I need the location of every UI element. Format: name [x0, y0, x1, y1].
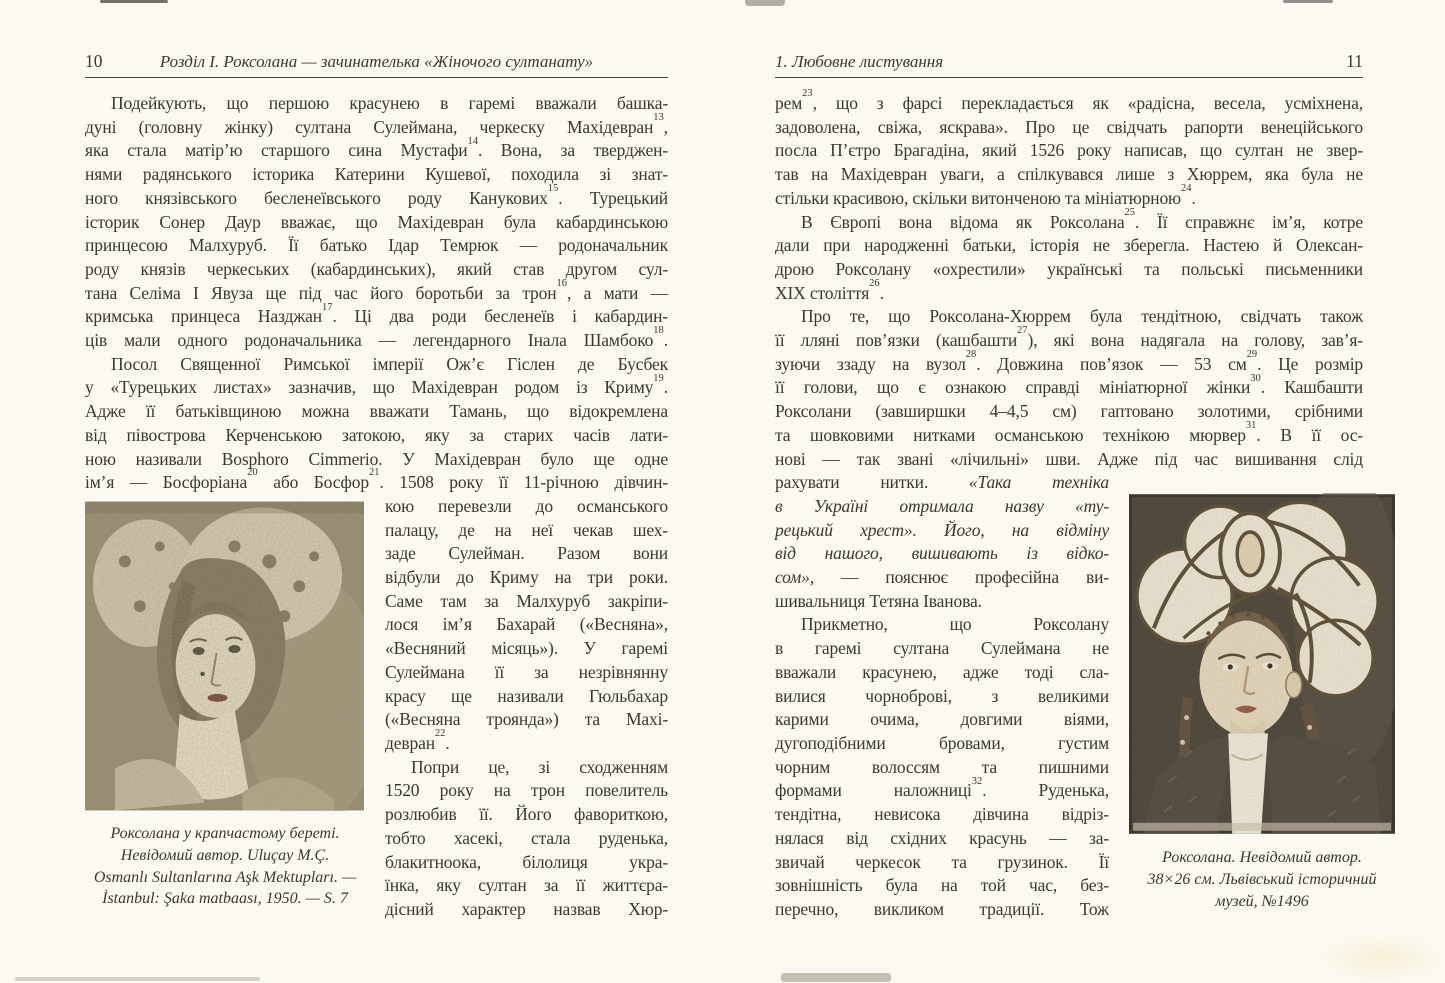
- text-line: музей, №1496: [1215, 892, 1309, 910]
- scan-artifact: [745, 0, 785, 6]
- text-line: нями радянського історика Катерини Кушевої, походила зі знат-: [85, 164, 668, 185]
- text-line: ного князівського бесленеївського роду Канукових$^{15}$. Турецький: [85, 182, 669, 208]
- text-line: Посол Священної Римської імперії Ож’є Гіслен де Бусбек: [111, 353, 668, 374]
- left-two-column-section: [85, 495, 668, 922]
- text-line: тана Селіма І Явуза ще під час його боротьби за трон$^{16}$, а мати —: [85, 277, 668, 303]
- left-body-text: [85, 92, 668, 495]
- text-line: від півострова Керченською затокою, яку за старих часів лати-: [85, 424, 668, 445]
- text-line: стільки красивою, скільки витонченою та мініатюрною$^{24}$.: [775, 182, 1196, 208]
- text-line: заде Сулейман. Разом вони: [385, 543, 668, 564]
- text-line: у «Турецьких листах» зазначив, що Махідевран родом із Криму$^{19}$.: [85, 372, 668, 398]
- text-line: нялася від східних красунь — за-: [775, 827, 1109, 848]
- right-figure: [1129, 493, 1395, 921]
- text-line: сом», — пояснює професійна ви-: [775, 567, 1109, 588]
- text-line: від нашого, вишивають із відко-: [775, 543, 1109, 564]
- text-line: відбули до Криму на три роки.: [385, 567, 668, 588]
- header-rule: [85, 77, 668, 78]
- header-rule: [775, 77, 1363, 78]
- text-line: тендітна, невисока дівчина відріз-: [775, 804, 1109, 825]
- text-line: тав на Махідевран уваги, а спілкувався лише з Хюррем, яка була не: [775, 164, 1363, 185]
- text-line: їнка, яку султан за її життєра-: [385, 875, 668, 896]
- text-line: задоволена, свіжа, яскрава». Про це свідчать рапорти венеційського: [775, 116, 1363, 137]
- text-line: («Весняна троянда») та Махі-: [385, 709, 668, 730]
- scan-artifact: [1318, 933, 1445, 983]
- text-line: 1520 року на трон повелитель: [385, 780, 668, 801]
- text-line: лося ім’я Бахарай («Весняна»,: [385, 614, 668, 635]
- text-line: зовнішність була на той час, без-: [775, 875, 1109, 896]
- text-line: блакитноока, білолиця укра-: [385, 851, 668, 872]
- text-line: перечно, викликом традиції. Тож: [775, 898, 1109, 919]
- text-line: дісний характер назвав Хюр-: [385, 898, 668, 919]
- scan-artifact: [100, 0, 168, 3]
- text-line: ною називали Bosphoro Cimmerio. У Махідевран було ще одне: [85, 448, 668, 469]
- text-line: XIX століття$^{26}$.: [775, 277, 884, 303]
- text-line: кою перевезли до османського: [385, 495, 668, 516]
- text-line: її лляні пов’язки (кашбашти$^{27}$), які вона надягала на голову, зав’я-: [775, 325, 1363, 351]
- right-body-text: [775, 88, 1364, 471]
- text-line: в Україні отримала назву «ту-: [775, 495, 1109, 516]
- text-line: рем$^{23}$, що з фарсі перекладається як «радісна, весела, усміхнена,: [775, 88, 1363, 113]
- text-line: посла П’єтро Брагадіна, який 1526 року написав, що султан не звер-: [775, 140, 1363, 161]
- text-line: принцесою Малхуруб. Її батько Ідар Темрюк — родоначальник: [85, 235, 668, 256]
- text-line: Роксолани (завширшки 4–4,5 см) гаптовано золотими, срібними: [775, 401, 1363, 422]
- text-line: історик Сонер Даур вважає, що Махідевран була кабардинською: [85, 211, 668, 232]
- text-line: розлюбив її. Його фавориткою,: [385, 804, 668, 825]
- text-line: карими очима, довгими віями,: [775, 709, 1109, 730]
- text-line: роду князів черкеських (кабардинських), який став другом сул-: [85, 258, 668, 279]
- scan-artifact: [781, 973, 891, 982]
- text-line: формами наложниці$^{32}$. Руденька,: [775, 775, 1109, 801]
- text-line: тобто хасекі, стала руденька,: [385, 827, 668, 848]
- right-running-head-title: 1. Любовне листування: [775, 52, 944, 71]
- right-running-head: [775, 50, 1363, 73]
- left-running-head-title: Розділ І. Роксолана — зачинателька «Жіночого султанату»: [159, 52, 594, 71]
- text-line: дрою Роксолану «охрестили» українські та польські письменники: [775, 258, 1363, 279]
- text-line: Попри це, зі сходженням: [411, 756, 668, 777]
- text-line: Саме там за Малхуруб закріпи-: [385, 590, 668, 611]
- left-page: [85, 50, 668, 922]
- text-line: кримська принцеса Назджан$^{17}$. Ці два роди бесленеїв і кабардин-: [85, 301, 668, 327]
- text-line: чорним волоссям та пишними: [775, 756, 1109, 777]
- text-line: Подейкують, що першою красунею в гаремі вважали башка-: [111, 93, 668, 113]
- text-line: ців мали одного родоначальника — легендарного Інала Шамбоко$^{18}$.: [85, 325, 668, 351]
- scan-artifact: [1283, 0, 1333, 3]
- text-line: Прикметно, що Роксолану: [801, 614, 1109, 635]
- text-line: яка стала матір’ю старшого сина Мустафи$^{14}$. Вона, за тверджен-: [85, 135, 668, 161]
- text-line: звичай черкесок та грузинок. Її: [775, 851, 1109, 872]
- text-line: рахувати нитки. «Така техніка: [775, 472, 1110, 493]
- text-line: нові — так звані «лічильні» шви. Адже під час вишивання слід: [775, 448, 1363, 469]
- text-line: Невідомий автор. Uluçay M.Ç.: [120, 846, 330, 864]
- text-line: «Весняний місяць»). У гаремі: [385, 638, 668, 659]
- text-line: зуючи ззаду на вузол$^{28}$. Довжина пов’язок — 53 $см^{29}$. Це розмір: [775, 348, 1364, 374]
- text-line: Роксолана у крапчастому береті.: [110, 824, 340, 842]
- text-line: вилися чорноброві, з великими: [775, 685, 1109, 706]
- scan-artifact: [15, 977, 260, 981]
- text-line: палацу, де на неї чекав шех-: [385, 519, 668, 540]
- text-line: її голови, що є ознакою справді мініатюрної жінки$^{30}$. Кашбашти: [775, 372, 1363, 398]
- text-line: дали при народженні батьки, історія не зберегла. Настею й Олексан-: [775, 235, 1363, 256]
- left-column-text: [385, 495, 668, 922]
- text-line: дуні (головну жінку) султана Сулеймана, черкеску Махідевран$^{13}$,: [85, 111, 668, 137]
- text-line: İstanbul: Şaka matbaası, 1950. — S. 7: [102, 890, 348, 908]
- right-page: [775, 50, 1377, 922]
- text-line: Osmanlı Sultanlarına Aşk Mektupları. —: [93, 868, 357, 886]
- text-line: Про те, що Роксолана-Хюррем була тендітною, свідчать також: [801, 306, 1363, 327]
- text-line: дугоподібними бровами, густим: [775, 732, 1109, 753]
- right-column-text: [775, 471, 1109, 921]
- portrait-roksolana-beret-image: [85, 501, 364, 811]
- right-figure-caption: [1122, 847, 1402, 912]
- left-running-head: [85, 50, 668, 73]
- text-line: В Європі вона відома як Роксолана$^{25}$. Її справжнє ім’я, котре: [801, 206, 1364, 232]
- text-line: вважали красунею, адже тоді сла-: [775, 661, 1109, 682]
- text-line: красу ще називали Гюльбахар: [385, 685, 668, 706]
- text-line: рецький хрест». Його, на відміну: [775, 519, 1109, 540]
- text-line: та шовковими нитками османською технікою мюрвер$^{31}$. В її ос-: [775, 420, 1363, 445]
- left-page-number: 10: [85, 51, 103, 71]
- portrait-roksolana-headdress-image: [1129, 493, 1395, 835]
- right-two-column-section: [775, 471, 1377, 921]
- text-line: в гаремі султана Сулеймана не: [775, 638, 1109, 659]
- text-line: девран$^{22}$.: [385, 728, 450, 753]
- left-figure: [85, 501, 364, 922]
- text-line: Роксолана. Невідомий автор.: [1162, 849, 1362, 867]
- right-page-number: 11: [1346, 51, 1363, 71]
- text-line: Адже її батьківщиною можна вважати Тамань, що відокремлена: [85, 401, 668, 422]
- left-figure-caption: [70, 823, 380, 910]
- text-line: Сулеймана її за незрівнянну: [385, 661, 668, 682]
- text-line: 38×26 см. Львівський історичний: [1147, 871, 1377, 889]
- text-line: шивальниця Тетяна Іванова.: [775, 590, 982, 611]
- text-line: ім’я — Босфоріана$^{20}$ або Босфор$^{21}$. 1508 року її 11-річною дівчин-: [85, 467, 669, 493]
